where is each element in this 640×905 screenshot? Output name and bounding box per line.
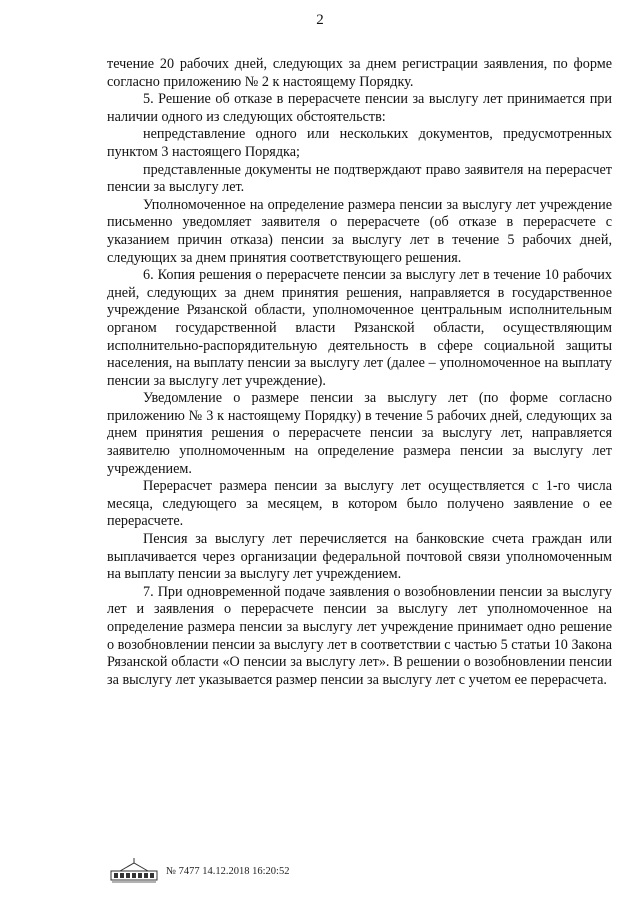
registration-number: № 7477 14.12.2018 16:20:52 bbox=[166, 866, 290, 877]
registration-footer bbox=[110, 857, 289, 883]
paragraph: Уведомление о размере пенсии за выслугу лет (по форме согласно приложению № 3 к настоящему Порядку) в течение 5 рабочих дней, следующих за днем принятия решения о перерасчете пенсии за выслугу лет, направляется заявителю уполномоченным на определение размера пенсии за выслугу лет учреждением. bbox=[107, 390, 612, 477]
document-body bbox=[107, 56, 612, 689]
document-registration-stamp-icon bbox=[110, 857, 158, 883]
paragraph: Перерасчет размера пенсии за выслугу лет осуществляется с 1-го числа месяца, следующего за месяцем, в котором было получено заявление о ее перерасчете. bbox=[107, 478, 612, 530]
paragraph: 5. Решение об отказе в перерасчете пенсии за выслугу лет принимается при наличии одного из следующих обстоятельств: bbox=[107, 91, 612, 125]
paragraph: 6. Копия решения о перерасчете пенсии за выслугу лет в течение 10 рабочих дней, следующих за днем принятия решения, направляется в государственное учреждение Рязанской области, уполномоченное центральным исполнительным органом государственной власти Рязанской области, осуществляющим исполнительно-распорядительную деятельность в сфере социальной защиты населения, на выплату пенсии за выслугу лет (далее – уполномоченное на выплату пенсии за выслугу лет учреждение). bbox=[107, 267, 612, 389]
paragraph: непредставление одного или нескольких документов, предусмотренных пунктом 3 настоящего Порядка; bbox=[107, 126, 612, 160]
paragraph: Уполномоченное на определение размера пенсии за выслугу лет учреждение письменно уведомляет заявителя о перерасчете (об отказе в перерасчете с указанием причин отказа) пенсии за выслугу лет в течение 5 рабочих дней, следующих за днем принятия соответствующего решения. bbox=[107, 196, 612, 266]
paragraph: 7. При одновременной подаче заявления о возобновлении пенсии за выслугу лет и заявления о перерасчете пенсии за выслугу лет уполномоченное на определение размера пенсии за выслугу лет учреждение принимает одно решение о возобновлении пенсии за выслугу лет в соответствии с частью 5 статьи 10 Закона Рязанской области «О пенсии за выслугу лет». В решении о возобновлении пенсии за выслугу лет указывается размер пенсии за выслугу лет с учетом ее перерасчета. bbox=[107, 583, 613, 688]
page-number: 2 bbox=[316, 12, 324, 28]
paragraph: течение 20 рабочих дней, следующих за днем регистрации заявления, по форме согласно приложению № 2 к настоящему Порядку. bbox=[107, 56, 612, 90]
paragraph: представленные документы не подтверждают право заявителя на перерасчет пенсии за выслугу лет. bbox=[107, 161, 612, 196]
paragraph: Пенсия за выслугу лет перечисляется на банковские счета граждан или выплачивается через организации федеральной почтовой связи уполномоченным на выплату пенсии за выслугу лет учреждением. bbox=[107, 531, 612, 583]
